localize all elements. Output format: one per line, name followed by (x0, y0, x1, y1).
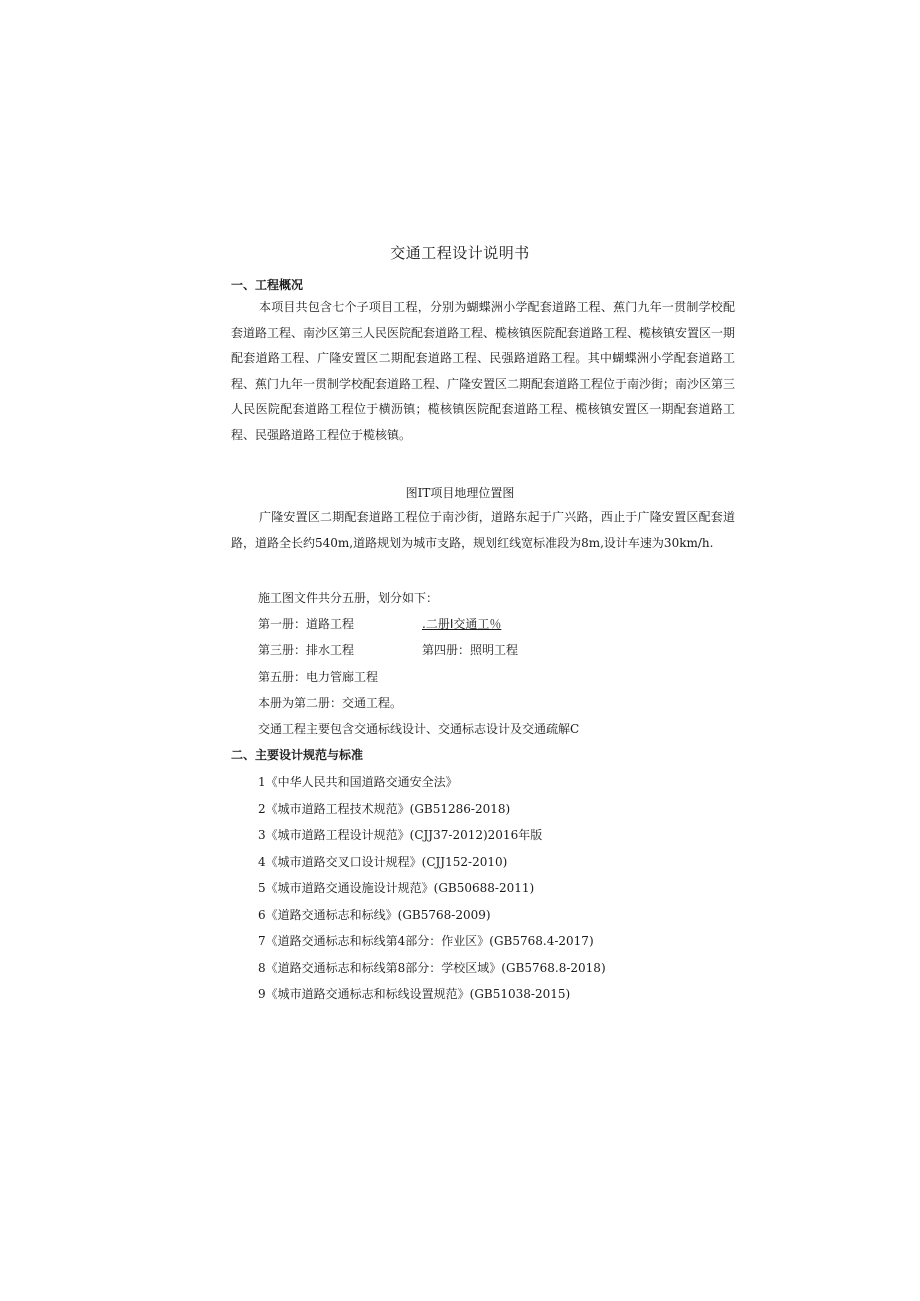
volume-5: 第五册：电力管廊工程 (258, 670, 379, 684)
project-description-paragraph: 广隆安置区二期配套道路工程位于南沙街，道路东起于广兴路，西止于广隆安置区配套道路，道路全长约540m,道路规划为城市支路，规划红线宽标准段为8m,设计车速为30km/h. (231, 510, 735, 550)
list-item: 5《城市道路交通设施设计规范》(GB50688-2011) (258, 881, 535, 895)
section-heading-overview: 一、工程概况 (231, 278, 304, 292)
list-item: 2《城市道路工程技术规范》(GB51286-2018) (258, 802, 511, 816)
figure-caption: 图IT项目地理位置图 (405, 486, 515, 500)
list-item: 3《城市道路工程设计规范》(CJJ37-2012)2016年版 (258, 828, 543, 842)
list-item: 9《城市道路交通标志和标线设置规范》(GB51038-2015) (258, 987, 571, 1001)
volume-2: .二册I交通工％ (422, 617, 502, 631)
list-item: 4《城市道路交叉口设计规程》(CJJ152-2010) (258, 855, 508, 869)
volume-3: 第三册：排水工程 (258, 643, 355, 657)
list-item: 6《道路交通标志和标线》(GB5768-2009) (258, 908, 491, 922)
scope-note: 交通工程主要包含交通标线设计、交通标志设计及交通疏解C (258, 722, 580, 736)
section-heading-standards: 二、主要设计规范与标准 (231, 748, 364, 762)
overview-paragraph: 本项目共包含七个子项目工程，分别为蝴蝶洲小学配套道路工程、蕉门九年一贯制学校配套道路工程、南沙区第三人民医院配套道路工程、榄核镇医院配套道路工程、榄核镇安置区一期配套道路工程、广隆安置区二期配套道路工程、民强路道路工程。其中蝴蝶洲小学配套道路工程、蕉门九年一贯制学校配套道路工程、广隆安置区二期配套道路工程位于南沙街；南沙区第三人民医院配套道路工程位于横沥镇；榄核镇医院配套道路工程、榄核镇安置区一期配套道路工程、民强路道路工程位于榄核镇。 (231, 300, 736, 442)
this-volume-note: 本册为第二册：交通工程。 (258, 696, 403, 710)
document-title: 交通工程设计说明书 (390, 244, 530, 262)
volume-1: 第一册：道路工程 (258, 617, 355, 631)
list-item: 7《道路交通标志和标线第4部分：作业区》(GB5768.4-2017) (258, 934, 594, 948)
volumes-intro: 施工图文件共分五册，划分如下： (258, 591, 439, 605)
volume-4: 第四册：照明工程 (422, 643, 519, 657)
list-item: 1《中华人民共和国道路交通安全法》 (258, 775, 458, 789)
list-item: 8《道路交通标志和标线第8部分：学校区域》(GB5768.8-2018) (258, 961, 606, 975)
